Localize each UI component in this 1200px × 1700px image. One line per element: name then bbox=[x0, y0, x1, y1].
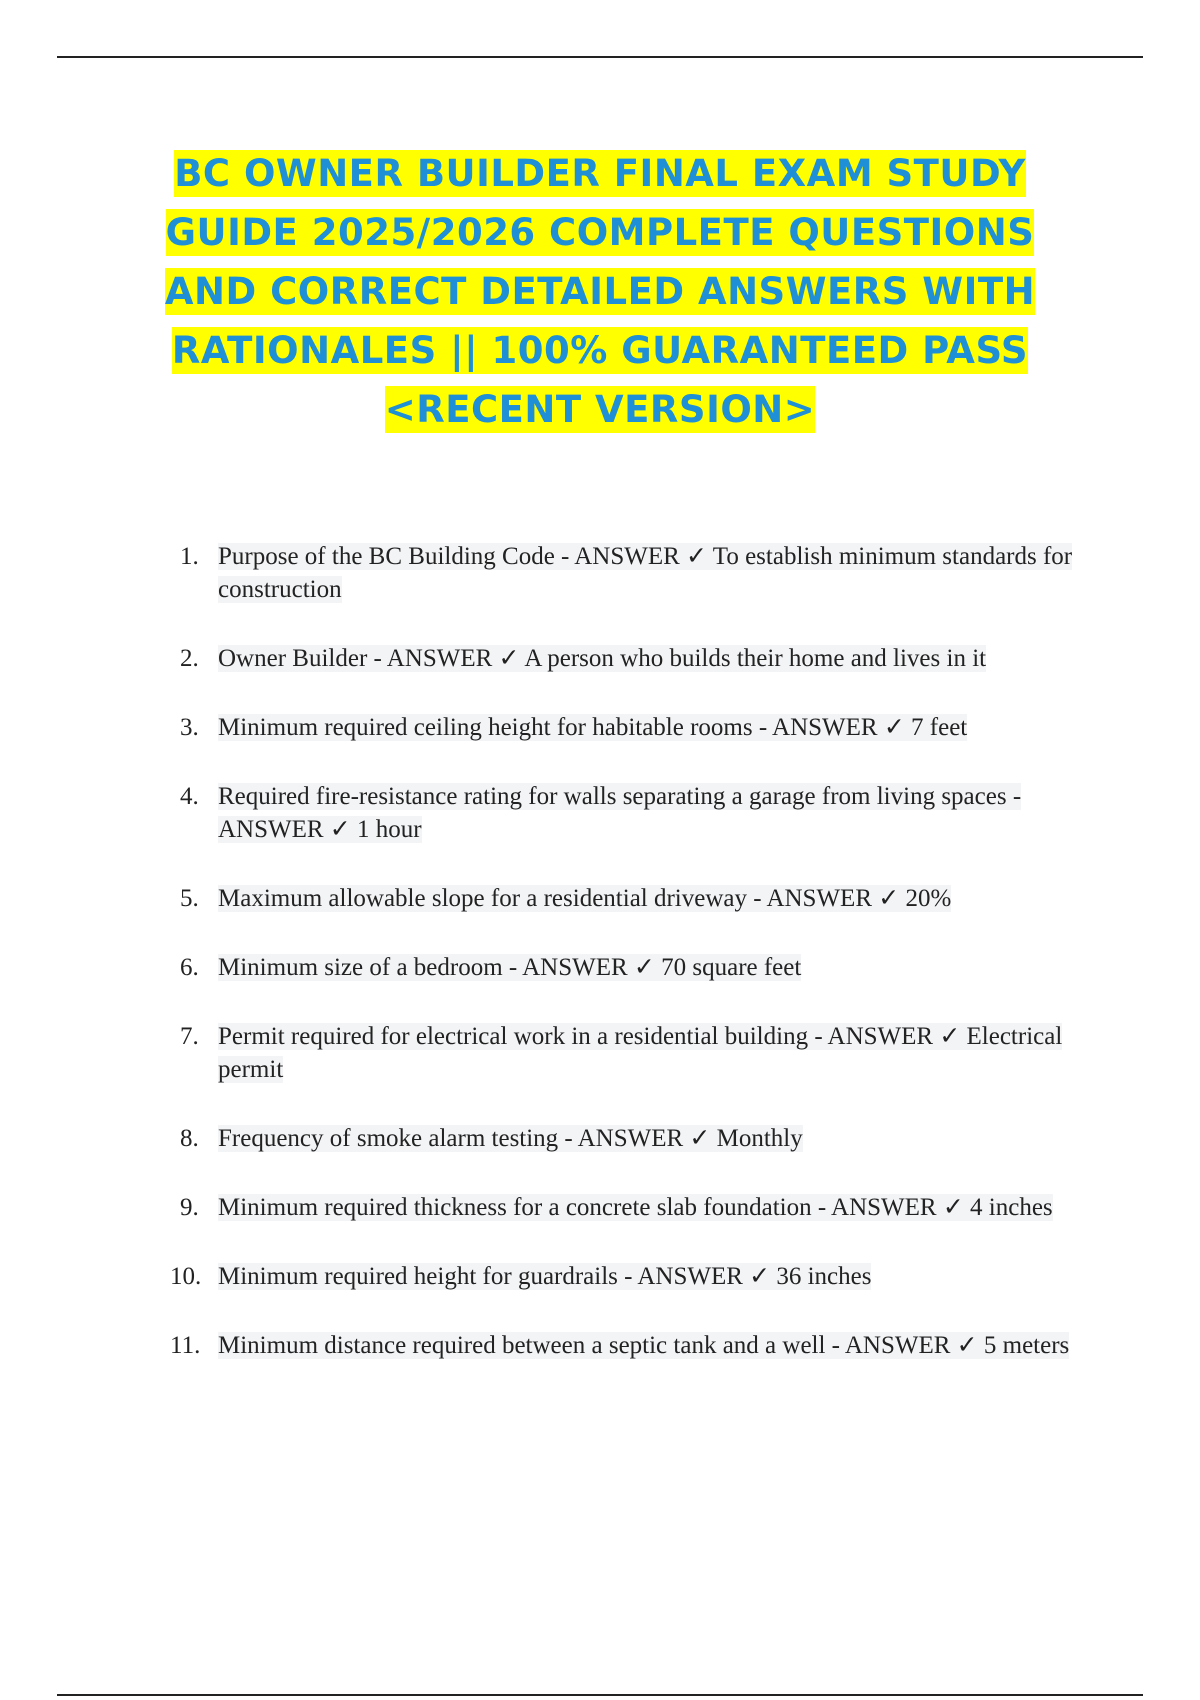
item-text: Minimum required thickness for a concrete slab foundation - ANSWER ✓ 4 inches bbox=[218, 1194, 1053, 1221]
list-item bbox=[170, 1260, 1100, 1293]
item-number: 5. bbox=[180, 885, 199, 912]
item-number: 4. bbox=[180, 783, 199, 810]
qa-list bbox=[170, 540, 1100, 1362]
footer-rule bbox=[57, 1694, 1143, 1696]
item-number: 11. bbox=[170, 1332, 201, 1359]
item-number: 9. bbox=[180, 1194, 199, 1221]
header-rule bbox=[57, 56, 1143, 58]
list-item bbox=[170, 711, 1100, 744]
list-item bbox=[170, 951, 1100, 984]
list-item bbox=[170, 1020, 1100, 1086]
item-text: Owner Builder - ANSWER ✓ A person who builds their home and lives in it bbox=[218, 645, 987, 672]
list-item bbox=[170, 540, 1100, 606]
item-text: Minimum required height for guardrails - ANSWER ✓ 36 inches bbox=[218, 1263, 872, 1290]
item-text: Minimum required ceiling height for habitable rooms - ANSWER ✓ 7 feet bbox=[218, 714, 968, 741]
list-item bbox=[170, 1191, 1100, 1224]
item-number: 6. bbox=[180, 954, 199, 981]
item-number: 1. bbox=[180, 543, 199, 570]
item-text: Minimum size of a bedroom - ANSWER ✓ 70 square feet bbox=[218, 954, 802, 981]
item-number: 2. bbox=[180, 645, 199, 672]
item-text: Required fire-resistance rating for walls separating a garage from living spaces - ANSWER ✓ 1 hour bbox=[218, 783, 1022, 843]
item-number: 3. bbox=[180, 714, 199, 741]
item-text: Minimum distance required between a septic tank and a well - ANSWER ✓ 5 meters bbox=[218, 1332, 1070, 1359]
item-text: Purpose of the BC Building Code - ANSWER ✓ To establish minimum standards for construction bbox=[218, 543, 1073, 603]
item-text: Maximum allowable slope for a residential driveway - ANSWER ✓ 20% bbox=[218, 885, 952, 912]
item-text: Permit required for electrical work in a residential building - ANSWER ✓ Electrical permit bbox=[218, 1023, 1063, 1083]
document-title-text: BC OWNER BUILDER FINAL EXAM STUDY GUIDE 2025/2026 COMPLETE QUESTIONS AND CORRECT DETAILED ANSWERS WITH RATIONALES || 100% GUARANTEED PASS <RECENT VERSION> bbox=[164, 152, 1036, 431]
list-item bbox=[170, 1329, 1100, 1362]
document-title bbox=[120, 144, 1080, 439]
list-item bbox=[170, 642, 1100, 675]
list-item bbox=[170, 882, 1100, 915]
item-number: 10. bbox=[170, 1263, 202, 1290]
item-number: 8. bbox=[180, 1125, 199, 1152]
list-item bbox=[170, 1122, 1100, 1155]
item-number: 7. bbox=[180, 1023, 199, 1050]
item-text: Frequency of smoke alarm testing - ANSWER ✓ Monthly bbox=[218, 1125, 803, 1152]
list-item bbox=[170, 780, 1100, 846]
